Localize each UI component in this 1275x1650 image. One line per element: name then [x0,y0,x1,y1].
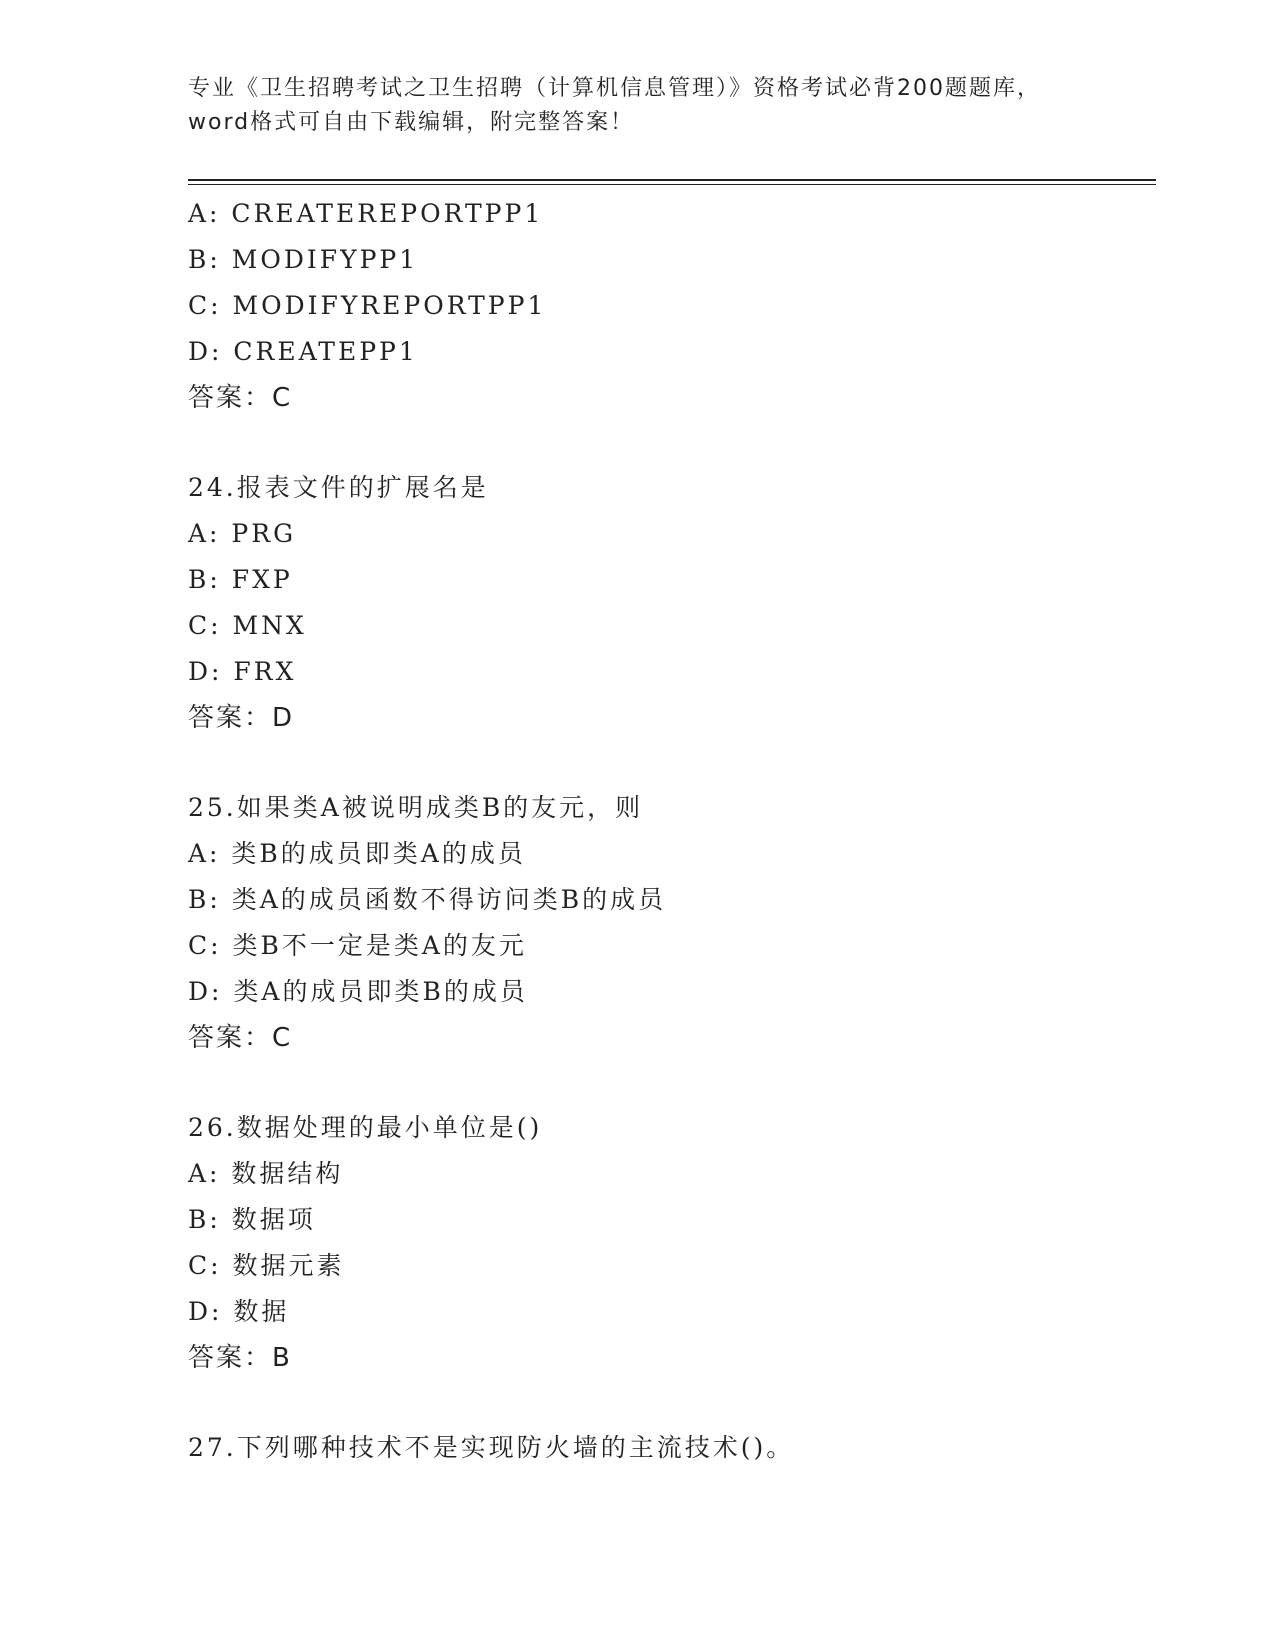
document-header [188,72,1088,140]
answer-line: 答案：C [188,383,293,413]
option-c: C: 类B不一定是类A的友元 [188,931,527,960]
option-c: C: 数据元素 [188,1251,345,1280]
option-d: D: 数据 [188,1297,290,1326]
question-block-24 [188,465,1156,741]
option-d: D: 类A的成员即类B的成员 [188,977,528,1006]
header-line-2: word格式可自由下载编辑，附完整答案！ [188,110,635,135]
answer-line: 答案：D [188,703,295,733]
header-divider-top [188,179,1156,181]
option-b: B: 数据项 [188,1205,316,1234]
spacer [188,741,1156,785]
answer-line: 答案：C [188,1023,293,1053]
header-line-1: 专业《卫生招聘考试之卫生招聘（计算机信息管理）》资格考试必背200题题库， [188,76,1041,101]
option-c: C: MNX [188,611,307,640]
option-a: A: CREATEREPORTPP1 [188,199,544,228]
question-block-26 [188,1105,1156,1381]
question-block-27 [188,1425,1156,1471]
option-c: C: MODIFYREPORTPP1 [188,291,547,320]
question-text: 27.下列哪种技术不是实现防火墙的主流技术()。 [188,1433,795,1462]
header-divider-bottom [188,184,1156,185]
answer-line: 答案：B [188,1343,292,1373]
option-b: B: MODIFYPP1 [188,245,419,274]
spacer [188,1061,1156,1105]
question-text: 24.报表文件的扩展名是 [188,473,489,502]
option-a: A: 类B的成员即类A的成员 [188,839,526,868]
option-d: D: FRX [188,657,297,686]
option-a: A: PRG [188,519,297,548]
option-b: B: FXP [188,565,293,594]
question-block-23 [188,191,1156,421]
option-a: A: 数据结构 [188,1159,344,1188]
spacer [188,1381,1156,1425]
question-text: 25.如果类A被说明成类B的友元，则 [188,793,644,822]
option-d: D: CREATEPP1 [188,337,418,366]
question-list [188,191,1156,1471]
option-b: B: 类A的成员函数不得访问类B的成员 [188,885,667,914]
spacer [188,421,1156,465]
question-block-25 [188,785,1156,1061]
question-text: 26.数据处理的最小单位是() [188,1113,543,1142]
